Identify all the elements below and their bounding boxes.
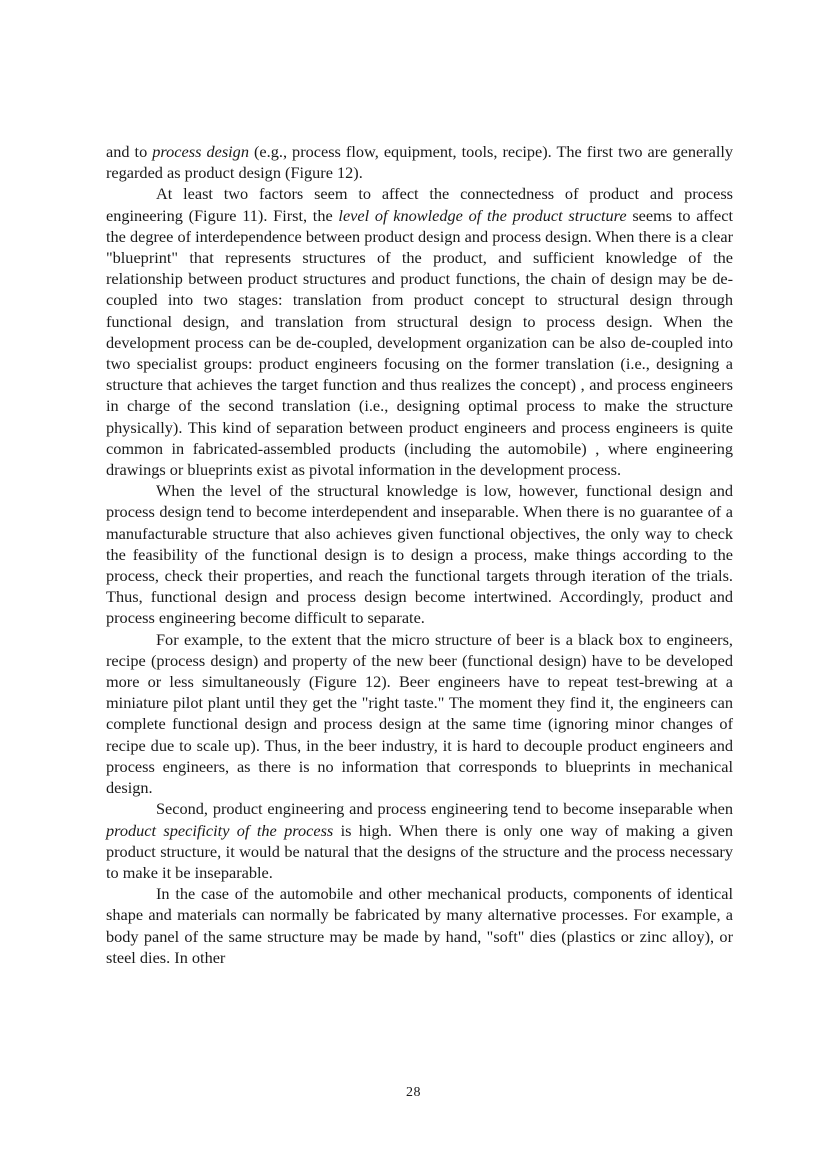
- term-product-specificity: product specificity of the process: [106, 820, 334, 840]
- paragraph-0-text-1: and to: [106, 142, 153, 161]
- document-body: [106, 141, 733, 968]
- paragraph-0: [106, 141, 733, 183]
- paragraph-4-text-2: is high. When there is only one way of making a given product structure, it would be natural that the designs of the structure and the process necessary to make it be inseparable.: [106, 820, 733, 882]
- paragraph-3: [106, 629, 733, 799]
- paragraph-1-text-2: seems to affect the degree of interdependence between product design and process design. When there is a clear "blueprint" that represents structures of the product, and sufficient knowledge of the relationship between product structures and product functions, the chain of design may be de-coupled into two stages: translation from product concept to structural design through functional design, and translation from structural design to process design. When the development process can be de-coupled, development organization can be also de-coupled into two specialist groups: product engineers focusing on the former translation (i.e., designing a structure that achieves the target function and thus realizes the concept) , and process engineers in charge of the second translation (i.e., designing optimal process to make the structure physically). This kind of separation between product engineers and process engineers is quite common in fabricated-assembled products (including the automobile) , where engineering drawings or blueprints exist as pivotal information in the development process.: [106, 205, 733, 480]
- paragraph-5-text-1: In the case of the automobile and other mechanical products, components of identical shape and materials can normally be fabricated by many alternative processes. For example, a body panel of the same structure may be made by hand, "soft" dies (plastics or zinc alloy), or steel dies. In other: [106, 884, 733, 967]
- paragraph-0-text-2: (e.g., process flow, equipment, tools, recipe). The first two are generally regarded as product design (Figure 12).: [106, 142, 734, 183]
- term-level-of-knowledge: level of knowledge of the product structure: [338, 205, 627, 225]
- paragraph-1: [106, 183, 733, 480]
- paragraph-4: [106, 798, 733, 883]
- paragraph-4-text-1: Second, product engineering and process engineering tend to become inseparable when: [156, 799, 733, 819]
- paragraph-2: [106, 480, 733, 628]
- term-process-design: process design: [152, 142, 249, 161]
- page-number: 28: [406, 1085, 421, 1100]
- paragraph-2-text-1: When the level of the structural knowledge is low, however, functional design and process design tend to become interdependent and inseparable. When there is no guarantee of a manufacturable structure that also achieves given functional objectives, the only way to check the feasibility of the functional design is to design a process, make things according to the process, check their properties, and reach the functional targets through iteration of the trials. Thus, functional design and process design become intertwined. Accordingly, product and process engineering become difficult to separate.: [106, 481, 733, 628]
- paragraph-5: [106, 883, 733, 968]
- paragraph-1-text-1: At least two factors seem to affect the connectedness of product and process engineering (Figure 11). First, the: [106, 184, 733, 225]
- paragraph-3-text-1: For example, to the extent that the micro structure of beer is a black box to engineers, recipe (process design) and property of the new beer (functional design) have to be developed more or less simultaneously (Figure 12). Beer engineers have to repeat test-brewing at a miniature pilot plant until they get the "right taste." The moment they find it, the engineers can complete functional design and process design at the same time (ignoring minor changes of recipe due to scale up). Thus, in the beer industry, it is hard to decouple product engineers and process engineers, as there is no information that corresponds to blueprints in mechanical design.: [106, 629, 733, 798]
